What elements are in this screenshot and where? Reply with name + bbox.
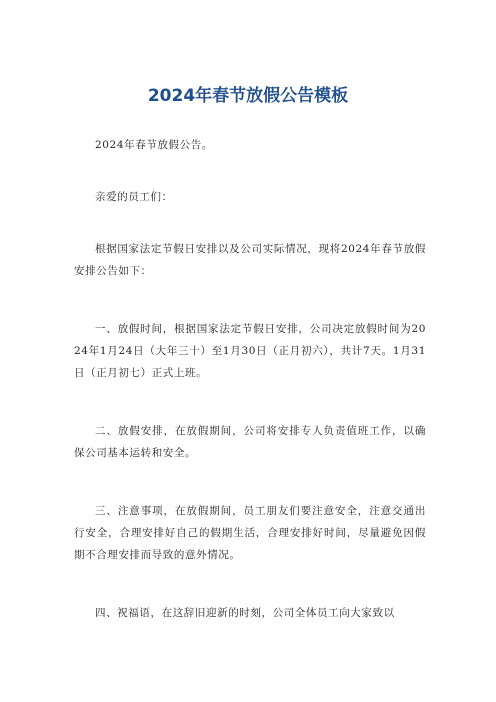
paragraph-greetings: 四、祝福语，在这辞旧迎新的时刻，公司全体员工向大家致以 [95,607,395,619]
paragraph-holiday-arrangement: 二、放假安排，在放假期间，公司将安排专人负责值班工作，以确保公司基本运转和安全。 [74,425,426,459]
document-title: 2024年春节放假公告模板 [147,86,349,106]
paragraph-preface: 根据国家法定节假日安排以及公司实际情况，现将2024年春节放假安排公告如下： [74,243,426,277]
paragraph-holiday-time: 一、放假时间，根据国家法定节假日安排，公司决定放假时间为2024年1月24日（大年三十）至1月30日（正月初六），共计7天。1月31日（正月初七）正式上班。 [74,323,426,379]
paragraph-precautions: 三、注意事项，在放假期间，员工朋友们要注意安全，注意交通出行安全，合理安排好自己的假期生活，合理安排好时间，尽量避免因假期不合理安排而导致的意外情况。 [74,505,426,561]
paragraph-announcement-intro: 2024年春节放假公告。 [95,139,213,151]
paragraph-salutation: 亲爱的员工们： [95,191,173,203]
